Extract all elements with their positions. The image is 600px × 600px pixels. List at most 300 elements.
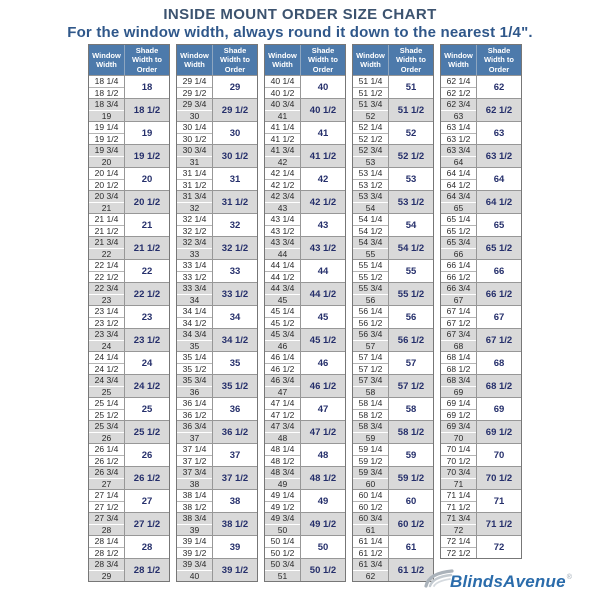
shade-width-cell: 61 [405, 541, 417, 553]
window-width-cell: 57 1/2 [353, 363, 388, 375]
window-width-column [177, 444, 213, 466]
window-width-column [89, 191, 125, 213]
window-width-cell: 32 1/4 [182, 214, 207, 225]
size-group [177, 236, 257, 259]
shade-width-cell: 43 [317, 219, 329, 231]
window-width-column [89, 513, 125, 535]
window-width-cell: 34 3/4 [182, 329, 207, 340]
shade-width-cell: 63 1/2 [485, 150, 513, 162]
shade-width-cell: 45 [317, 311, 329, 323]
size-column-pair [88, 44, 170, 582]
window-width-cell: 63 1/4 [446, 122, 471, 133]
column-header-row [353, 45, 433, 75]
window-width-cell: 21 3/4 [94, 237, 119, 248]
shade-width-header: Shade Width to Order [213, 45, 257, 75]
window-width-column [89, 421, 125, 443]
window-width-column [441, 214, 477, 236]
window-width-column [441, 398, 477, 420]
size-group [441, 282, 521, 305]
window-width-cell: 49 1/2 [265, 501, 300, 513]
window-width-cell: 25 1/4 [94, 398, 119, 409]
window-width-column [89, 99, 125, 121]
window-width-column [441, 329, 477, 351]
window-width-cell: 37 3/4 [182, 467, 207, 478]
size-group [89, 535, 169, 558]
window-width-cell: 27 3/4 [94, 513, 119, 524]
shade-width-cell: 30 1/2 [221, 150, 249, 162]
window-width-cell: 69 1/2 [441, 409, 476, 421]
size-group [353, 351, 433, 374]
size-group [89, 512, 169, 535]
window-width-cell: 63 3/4 [446, 145, 471, 156]
window-width-cell: 28 1/4 [94, 536, 119, 547]
size-group [265, 75, 345, 98]
window-width-column [265, 214, 301, 236]
window-width-cell: 58 [353, 386, 388, 398]
window-width-cell: 69 3/4 [446, 421, 471, 432]
shade-width-cell: 46 1/2 [309, 380, 337, 392]
window-width-cell: 29 [89, 570, 124, 582]
window-width-cell: 66 3/4 [446, 283, 471, 294]
window-width-column [177, 214, 213, 236]
window-width-column [441, 122, 477, 144]
shade-width-cell: 66 [493, 265, 505, 277]
window-width-cell: 41 [265, 110, 300, 122]
window-width-cell: 47 1/2 [265, 409, 300, 421]
shade-width-cell: 60 1/2 [397, 518, 425, 530]
window-width-column [177, 283, 213, 305]
window-width-column [353, 536, 389, 558]
window-width-column [265, 398, 301, 420]
shade-width-cell: 33 [229, 265, 241, 277]
size-group [177, 512, 257, 535]
window-width-cell: 49 3/4 [270, 513, 295, 524]
shade-width-cell: 41 1/2 [309, 150, 337, 162]
window-width-column [89, 536, 125, 558]
window-width-cell: 26 [89, 432, 124, 444]
size-group [89, 236, 169, 259]
window-width-cell: 60 3/4 [358, 513, 383, 524]
window-width-column [177, 260, 213, 282]
window-width-cell: 23 1/4 [94, 306, 119, 317]
window-width-cell: 55 1/2 [353, 271, 388, 283]
size-group [265, 282, 345, 305]
window-width-cell: 55 3/4 [358, 283, 383, 294]
size-column-pair [440, 44, 522, 559]
window-width-header: Window Width [89, 45, 125, 75]
size-column-pair [352, 44, 434, 582]
size-group [89, 305, 169, 328]
window-width-cell: 57 1/4 [358, 352, 383, 363]
window-width-cell: 45 [265, 294, 300, 306]
window-width-column [353, 145, 389, 167]
window-width-cell: 35 3/4 [182, 375, 207, 386]
size-group [265, 443, 345, 466]
window-width-cell: 51 1/4 [358, 76, 383, 87]
window-width-cell: 61 [353, 524, 388, 536]
window-width-cell: 22 1/2 [89, 271, 124, 283]
size-group [441, 98, 521, 121]
size-group [353, 443, 433, 466]
size-group [265, 167, 345, 190]
shade-width-cell: 44 1/2 [309, 288, 337, 300]
window-width-cell: 24 3/4 [94, 375, 119, 386]
window-width-column [265, 260, 301, 282]
window-width-cell: 64 1/4 [446, 168, 471, 179]
window-width-cell: 59 1/2 [353, 455, 388, 467]
size-group [177, 489, 257, 512]
size-group [265, 98, 345, 121]
size-group [177, 351, 257, 374]
window-width-column [177, 145, 213, 167]
size-group [89, 282, 169, 305]
size-table [88, 44, 522, 582]
size-group [177, 305, 257, 328]
window-width-cell: 36 1/2 [177, 409, 212, 421]
window-width-cell: 44 3/4 [270, 283, 295, 294]
window-width-column [265, 536, 301, 558]
shade-width-cell: 48 1/2 [309, 472, 337, 484]
window-width-cell: 61 3/4 [358, 559, 383, 570]
size-group [441, 121, 521, 144]
window-width-column [353, 513, 389, 535]
size-group [353, 236, 433, 259]
window-width-column [265, 513, 301, 535]
window-width-column [353, 214, 389, 236]
window-width-cell: 27 1/4 [94, 490, 119, 501]
window-width-cell: 31 3/4 [182, 191, 207, 202]
size-group [265, 351, 345, 374]
size-group [441, 75, 521, 98]
window-width-cell: 32 3/4 [182, 237, 207, 248]
window-width-column [441, 375, 477, 397]
window-width-cell: 70 1/4 [446, 444, 471, 455]
size-group [441, 213, 521, 236]
size-column-pair [176, 44, 258, 582]
window-width-cell: 67 3/4 [446, 329, 471, 340]
shade-width-cell: 62 [493, 81, 505, 93]
shade-width-cell: 47 1/2 [309, 426, 337, 438]
shade-width-cell: 28 1/2 [133, 564, 161, 576]
size-group [89, 558, 169, 581]
size-group [177, 167, 257, 190]
window-width-cell: 61 1/4 [358, 536, 383, 547]
shade-width-cell: 67 [493, 311, 505, 323]
window-width-column [89, 398, 125, 420]
size-group [353, 190, 433, 213]
window-width-cell: 19 [89, 110, 124, 122]
shade-width-cell: 57 1/2 [397, 380, 425, 392]
window-width-cell: 32 [177, 202, 212, 214]
window-width-column [89, 168, 125, 190]
shade-width-cell: 45 1/2 [309, 334, 337, 346]
window-width-cell: 29 1/4 [182, 76, 207, 87]
shade-width-cell: 51 1/2 [397, 104, 425, 116]
window-width-column [441, 191, 477, 213]
window-width-column [89, 76, 125, 98]
shade-width-cell: 59 [405, 449, 417, 461]
shade-width-cell: 65 [493, 219, 505, 231]
size-group [353, 558, 433, 581]
shade-width-cell: 36 [229, 403, 241, 415]
window-width-cell: 36 [177, 386, 212, 398]
window-width-column [353, 352, 389, 374]
shade-width-cell: 39 [229, 541, 241, 553]
window-width-cell: 59 1/4 [358, 444, 383, 455]
window-width-cell: 20 1/4 [94, 168, 119, 179]
size-group [265, 144, 345, 167]
shade-width-cell: 26 1/2 [133, 472, 161, 484]
window-width-cell: 54 [353, 202, 388, 214]
size-group [89, 466, 169, 489]
size-group [353, 213, 433, 236]
window-width-column [353, 467, 389, 489]
window-width-cell: 29 1/2 [177, 87, 212, 99]
shade-width-header: Shade Width to Order [477, 45, 521, 75]
size-group [353, 98, 433, 121]
window-width-cell: 47 [265, 386, 300, 398]
size-group [89, 374, 169, 397]
shade-width-header: Shade Width to Order [301, 45, 345, 75]
window-width-cell: 70 [441, 432, 476, 444]
shade-width-cell: 49 [317, 495, 329, 507]
window-width-column [265, 559, 301, 581]
window-width-cell: 54 1/2 [353, 225, 388, 237]
window-width-cell: 33 3/4 [182, 283, 207, 294]
window-width-cell: 68 1/4 [446, 352, 471, 363]
window-width-cell: 69 1/4 [446, 398, 471, 409]
window-width-cell: 36 3/4 [182, 421, 207, 432]
size-group [441, 443, 521, 466]
window-width-cell: 39 1/2 [177, 547, 212, 559]
window-width-cell: 47 1/4 [270, 398, 295, 409]
window-width-cell: 41 3/4 [270, 145, 295, 156]
window-width-cell: 48 1/2 [265, 455, 300, 467]
window-width-cell: 70 3/4 [446, 467, 471, 478]
window-width-cell: 35 1/4 [182, 352, 207, 363]
shade-width-cell: 26 [141, 449, 153, 461]
shade-width-cell: 40 [317, 81, 329, 93]
shade-width-cell: 52 [405, 127, 417, 139]
size-group [177, 259, 257, 282]
window-width-column [177, 306, 213, 328]
size-group [441, 259, 521, 282]
window-width-cell: 42 1/4 [270, 168, 295, 179]
shade-width-cell: 56 [405, 311, 417, 323]
window-width-cell: 39 [177, 524, 212, 536]
size-group [177, 282, 257, 305]
shade-width-cell: 29 1/2 [221, 104, 249, 116]
window-width-cell: 64 1/2 [441, 179, 476, 191]
window-width-column [353, 191, 389, 213]
size-group [177, 121, 257, 144]
size-group [441, 374, 521, 397]
window-width-cell: 37 1/2 [177, 455, 212, 467]
size-group [89, 328, 169, 351]
window-width-column [353, 559, 389, 581]
window-width-cell: 46 1/4 [270, 352, 295, 363]
window-width-cell: 23 3/4 [94, 329, 119, 340]
window-width-cell: 52 1/2 [353, 133, 388, 145]
window-width-cell: 42 [265, 156, 300, 168]
size-group [89, 259, 169, 282]
window-width-cell: 19 1/4 [94, 122, 119, 133]
shade-width-cell: 35 [229, 357, 241, 369]
size-group [89, 75, 169, 98]
size-group [177, 466, 257, 489]
window-width-cell: 62 1/2 [441, 87, 476, 99]
window-width-column [265, 375, 301, 397]
window-width-column [441, 467, 477, 489]
size-group [177, 374, 257, 397]
window-width-cell: 33 1/4 [182, 260, 207, 271]
window-width-cell: 46 [265, 340, 300, 352]
window-width-cell: 72 [441, 524, 476, 536]
window-width-cell: 57 [353, 340, 388, 352]
window-width-cell: 30 [177, 110, 212, 122]
registered-mark: ® [566, 574, 572, 581]
window-width-cell: 65 [441, 202, 476, 214]
shade-width-cell: 24 1/2 [133, 380, 161, 392]
size-group [441, 144, 521, 167]
window-width-cell: 51 3/4 [358, 99, 383, 110]
window-width-column [353, 490, 389, 512]
window-width-column [265, 145, 301, 167]
window-width-column [177, 352, 213, 374]
shade-width-cell: 72 [493, 541, 505, 553]
size-group [177, 328, 257, 351]
shade-width-cell: 23 [141, 311, 153, 323]
shade-width-cell: 34 [229, 311, 241, 323]
shade-width-cell: 22 [141, 265, 153, 277]
window-width-cell: 21 [89, 202, 124, 214]
size-group [89, 190, 169, 213]
window-width-cell: 54 1/4 [358, 214, 383, 225]
window-width-cell: 43 1/2 [265, 225, 300, 237]
window-width-column [353, 122, 389, 144]
window-width-cell: 55 1/4 [358, 260, 383, 271]
size-group [441, 466, 521, 489]
window-width-cell: 31 1/4 [182, 168, 207, 179]
window-width-cell: 56 3/4 [358, 329, 383, 340]
window-width-cell: 50 1/2 [265, 547, 300, 559]
window-width-cell: 38 3/4 [182, 513, 207, 524]
window-width-cell: 71 1/2 [441, 501, 476, 513]
window-width-column [353, 283, 389, 305]
window-width-cell: 28 1/2 [89, 547, 124, 559]
window-width-header: Window Width [353, 45, 389, 75]
size-group [441, 512, 521, 535]
shade-width-cell: 21 [141, 219, 153, 231]
window-width-cell: 18 1/2 [89, 87, 124, 99]
window-width-cell: 35 [177, 340, 212, 352]
window-width-cell: 66 [441, 248, 476, 260]
size-group [353, 282, 433, 305]
window-width-cell: 41 1/4 [270, 122, 295, 133]
size-group [265, 190, 345, 213]
window-width-cell: 24 1/4 [94, 352, 119, 363]
shade-width-cell: 44 [317, 265, 329, 277]
brand-name: BlindsAvenue [450, 572, 566, 591]
window-width-cell: 67 [441, 294, 476, 306]
window-width-cell: 45 1/4 [270, 306, 295, 317]
size-group [265, 305, 345, 328]
window-width-cell: 50 [265, 524, 300, 536]
window-width-cell: 20 1/2 [89, 179, 124, 191]
window-width-cell: 36 1/4 [182, 398, 207, 409]
shade-width-cell: 55 1/2 [397, 288, 425, 300]
size-group [265, 512, 345, 535]
window-width-column [177, 536, 213, 558]
size-group [177, 190, 257, 213]
shade-width-cell: 22 1/2 [133, 288, 161, 300]
window-width-cell: 43 1/4 [270, 214, 295, 225]
window-width-cell: 65 1/2 [441, 225, 476, 237]
window-width-column [177, 191, 213, 213]
window-width-column [89, 145, 125, 167]
window-width-cell: 56 1/2 [353, 317, 388, 329]
window-width-column [441, 283, 477, 305]
window-width-column [89, 260, 125, 282]
size-group [265, 558, 345, 581]
shade-width-header: Shade Width to Order [125, 45, 169, 75]
shade-width-cell: 25 [141, 403, 153, 415]
window-width-column [353, 444, 389, 466]
size-group [353, 535, 433, 558]
window-width-column [265, 444, 301, 466]
window-width-cell: 64 [441, 156, 476, 168]
window-width-column [177, 329, 213, 351]
size-group [353, 420, 433, 443]
shade-width-cell: 25 1/2 [133, 426, 161, 438]
window-width-cell: 63 1/2 [441, 133, 476, 145]
window-width-cell: 48 3/4 [270, 467, 295, 478]
window-width-column [265, 283, 301, 305]
window-width-column [177, 513, 213, 535]
window-width-column [353, 168, 389, 190]
size-group [89, 397, 169, 420]
size-group [177, 75, 257, 98]
size-group [177, 558, 257, 581]
column-header-row [89, 45, 169, 75]
window-width-cell: 71 3/4 [446, 513, 471, 524]
window-width-cell: 22 [89, 248, 124, 260]
window-width-column [441, 421, 477, 443]
window-width-cell: 53 1/2 [353, 179, 388, 191]
shade-width-cell: 30 [229, 127, 241, 139]
window-width-column [265, 191, 301, 213]
shade-width-cell: 38 1/2 [221, 518, 249, 530]
window-width-cell: 57 3/4 [358, 375, 383, 386]
shade-width-cell: 38 [229, 495, 241, 507]
window-width-cell: 34 [177, 294, 212, 306]
window-width-cell: 40 3/4 [270, 99, 295, 110]
shade-width-cell: 58 1/2 [397, 426, 425, 438]
window-width-cell: 60 [353, 478, 388, 490]
window-width-cell: 51 [265, 570, 300, 582]
shade-width-cell: 20 [141, 173, 153, 185]
shade-width-cell: 50 1/2 [309, 564, 337, 576]
window-width-cell: 68 [441, 340, 476, 352]
shade-width-cell: 70 [493, 449, 505, 461]
size-group [265, 489, 345, 512]
size-group [353, 489, 433, 512]
window-width-column [441, 352, 477, 374]
window-width-cell: 50 1/4 [270, 536, 295, 547]
size-group [89, 213, 169, 236]
window-width-cell: 43 [265, 202, 300, 214]
window-width-column [177, 559, 213, 581]
